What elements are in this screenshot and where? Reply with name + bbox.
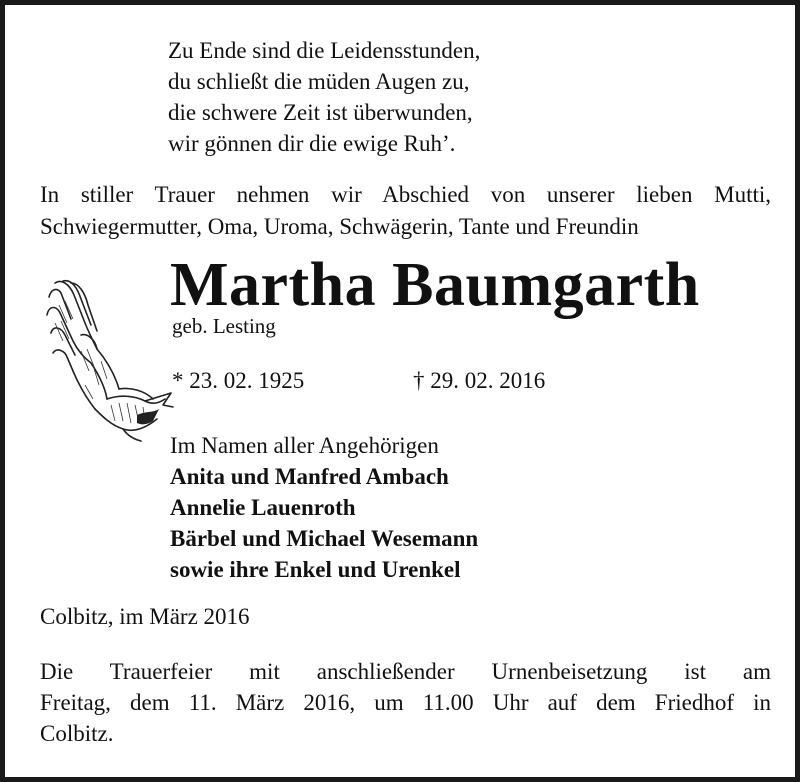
- family-member: Annelie Lauenroth: [170, 495, 356, 520]
- poem: [168, 35, 480, 159]
- deceased-name: Martha Baumgarth: [170, 251, 700, 319]
- maiden-name: geb. Lesting: [172, 314, 276, 338]
- poem-line: die schwere Zeit ist überwunden,: [168, 100, 473, 125]
- poem-line: du schließt die müden Augen zu,: [168, 69, 470, 94]
- place-and-date: Colbitz, im März 2016: [40, 604, 250, 629]
- birth-date: * 23. 02. 1925: [172, 368, 305, 393]
- family-signatories: [170, 430, 478, 585]
- poem-line: wir gönnen dir die ewige Ruh’.: [168, 131, 456, 156]
- funeral-info-line: Colbitz.: [40, 721, 114, 746]
- mourning-intro: [40, 179, 771, 243]
- family-member: Anita und Manfred Ambach: [170, 464, 449, 489]
- poem-line: Zu Ende sind die Leidensstunden,: [168, 38, 481, 63]
- funeral-info-line: Die Trauerfeier mit anschließender Urnenbeisetzung ist am: [40, 659, 771, 684]
- death-date: † 29. 02. 2016: [413, 368, 546, 393]
- family-intro: Im Namen aller Angehörigen: [170, 433, 439, 458]
- intro-line: Schwiegermutter, Oma, Uroma, Schwägerin, Tante und Freundin: [40, 214, 639, 239]
- funeral-info-line: Freitag, dem 11. März 2016, um 11.00 Uhr auf dem Friedhof in: [40, 690, 771, 715]
- funeral-info: [40, 656, 771, 749]
- intro-line: In stiller Trauer nehmen wir Abschied von unserer lieben Mutti,: [40, 182, 771, 207]
- family-member: Bärbel und Michael Wesemann: [170, 526, 479, 551]
- praying-hands-icon: [41, 275, 181, 445]
- family-member: sowie ihre Enkel und Urenkel: [170, 557, 461, 582]
